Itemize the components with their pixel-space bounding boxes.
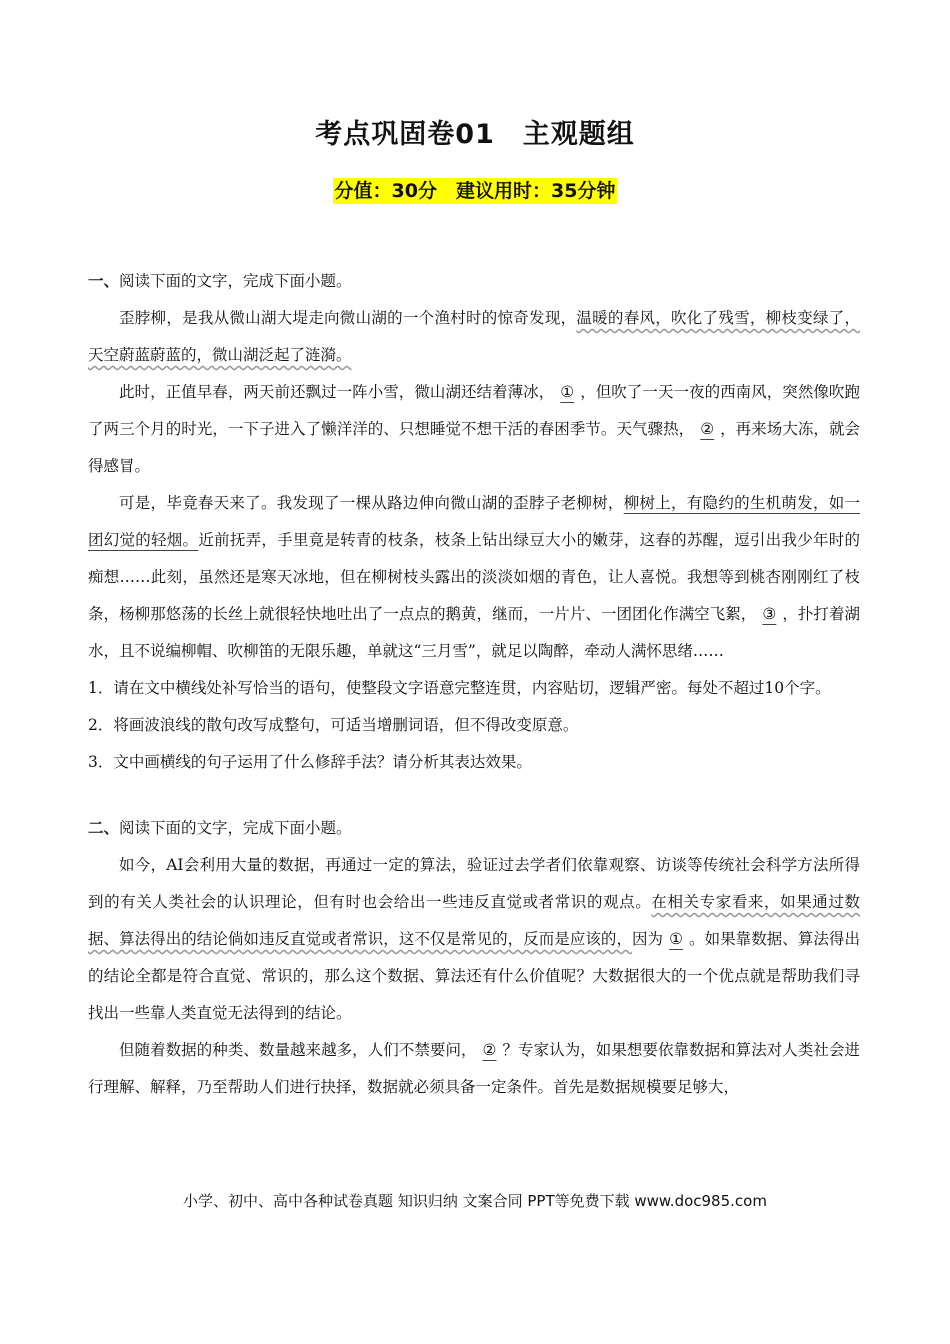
score-highlight: 分值：30分 建议用时：35分钟 bbox=[334, 180, 616, 202]
blank-1: ① bbox=[669, 930, 684, 948]
blank-2: ② bbox=[700, 420, 715, 438]
underlined-sentence: 柳树上，有隐约的生机萌发，如一团幻觉的轻烟。 bbox=[88, 494, 860, 549]
score-line bbox=[0, 176, 950, 203]
question-3: 3．文中画横线的句子运用了什么修辞手法？请分析其表达效果。 bbox=[88, 753, 532, 771]
text-run: 近前抚弄，手里竟是转青的枝条，枝条上钻出绿豆大小的嫩芽，这春的苏醒，逗引出我少年时的痴想……此刻，虽然还是寒天冰地，但在柳树枝头露出的淡淡如烟的青色，让人喜悦。我想等到桃杏刚刚红了枝条，杨柳那悠荡的长丝上就很轻快地吐出了一点点的鹅黄，继而，一片片、一团团化作满空飞絮， bbox=[88, 531, 860, 623]
wavy-underlined-text: 在相关专家看来，如果通过数据、算法得出的结论倘如违反直觉或者常识，这不仅是常见的，反而是应该的， bbox=[88, 893, 860, 948]
blank-2: ② bbox=[482, 1041, 497, 1059]
question-2: 2．将画波浪线的散句改写成整句，可适当增删词语，但不得改变原意。 bbox=[88, 716, 579, 734]
section1-paragraph-3 bbox=[88, 485, 860, 670]
page-footer: 小学、初中、高中各种试卷真题 知识归纳 文案合同 PPT等免费下载 www.doc985.com bbox=[183, 1192, 767, 1210]
section1-heading bbox=[88, 262, 860, 300]
text-run: ，扑打着湖水，且不说编柳帽、吹柳笛的无限乐趣，单就这“三月雪”，就足以陶醉，牵动人满怀思绪…… bbox=[88, 605, 860, 660]
section2-heading bbox=[88, 809, 860, 847]
section1-number: 一、 bbox=[88, 271, 120, 290]
text-run: ，但吹了一天一夜的西南风，突然像吹跑了两三个月的时光，一下子进入了懒洋洋的、只想睡觉不想干活的春困季节。天气骤热， bbox=[88, 383, 860, 438]
text-run: 可是，毕竟春天来了。我发现了一棵从路边伸向微山湖的歪脖子老柳树， bbox=[119, 494, 624, 512]
section2-heading-text: 阅读下面的文字，完成下面小题。 bbox=[119, 819, 352, 837]
wavy-underlined-text: 温暖的春风，吹化了残雪，柳枝变绿了，天空蔚蓝蔚蓝的，微山湖泛起了涟漪。 bbox=[88, 309, 860, 364]
text-run: 歪脖柳，是我从微山湖大堤走向微山湖的一个渔村时的惊奇发现， bbox=[119, 309, 577, 327]
text-run: 但随着数据的种类、数量越来越多，人们不禁要问， bbox=[119, 1041, 477, 1059]
section1-paragraph-2 bbox=[88, 374, 860, 485]
text-run: 。如果靠数据、算法得出的结论全都是符合直觉、常识的，那么这个数据、算法还有什么价值呢？大数据很大的一个优点就是帮助我们寻找出一些靠人类直觉无法得到的结论。 bbox=[88, 930, 860, 1022]
text-run: 此时，正值早春，两天前还飘过一阵小雪，微山湖还结着薄冰， bbox=[119, 383, 555, 401]
section-gap bbox=[88, 781, 860, 809]
section2-number: 二、 bbox=[88, 818, 120, 837]
section1-heading-text: 阅读下面的文字，完成下面小题。 bbox=[119, 272, 352, 290]
section1-paragraph-1 bbox=[88, 300, 860, 374]
text-run: ？专家认为，如果想要依靠数据和算法对人类社会进行理解、解释，乃至帮助人们进行抉择，数据就必须具备一定条件。首先是数据规模要足够大， bbox=[88, 1041, 860, 1096]
page-title: 考点巩固卷01 主观题组 bbox=[315, 119, 635, 150]
text-run: 如今，AI会利用大量的数据，再通过一定的算法，验证过去学者们依靠观察、访谈等传统社会科学方法所得到的有关人类社会的认识理论，但有时也会给出一些违反直觉或者常识的观点。 bbox=[88, 856, 860, 911]
text-run: 因为 bbox=[632, 930, 664, 948]
content bbox=[88, 262, 860, 1106]
blank-3: ③ bbox=[762, 605, 777, 623]
section2-paragraph-1 bbox=[88, 847, 860, 1032]
text-run: ，再来场大冻，就会得感冒。 bbox=[88, 420, 860, 475]
section2-paragraph-2 bbox=[88, 1032, 860, 1106]
question-1: 1．请在文中横线处补写恰当的语句，使整段文字语意完整连贯，内容贴切，逻辑严密。每处不超过10个字。 bbox=[88, 679, 831, 697]
blank-1: ① bbox=[560, 383, 575, 401]
